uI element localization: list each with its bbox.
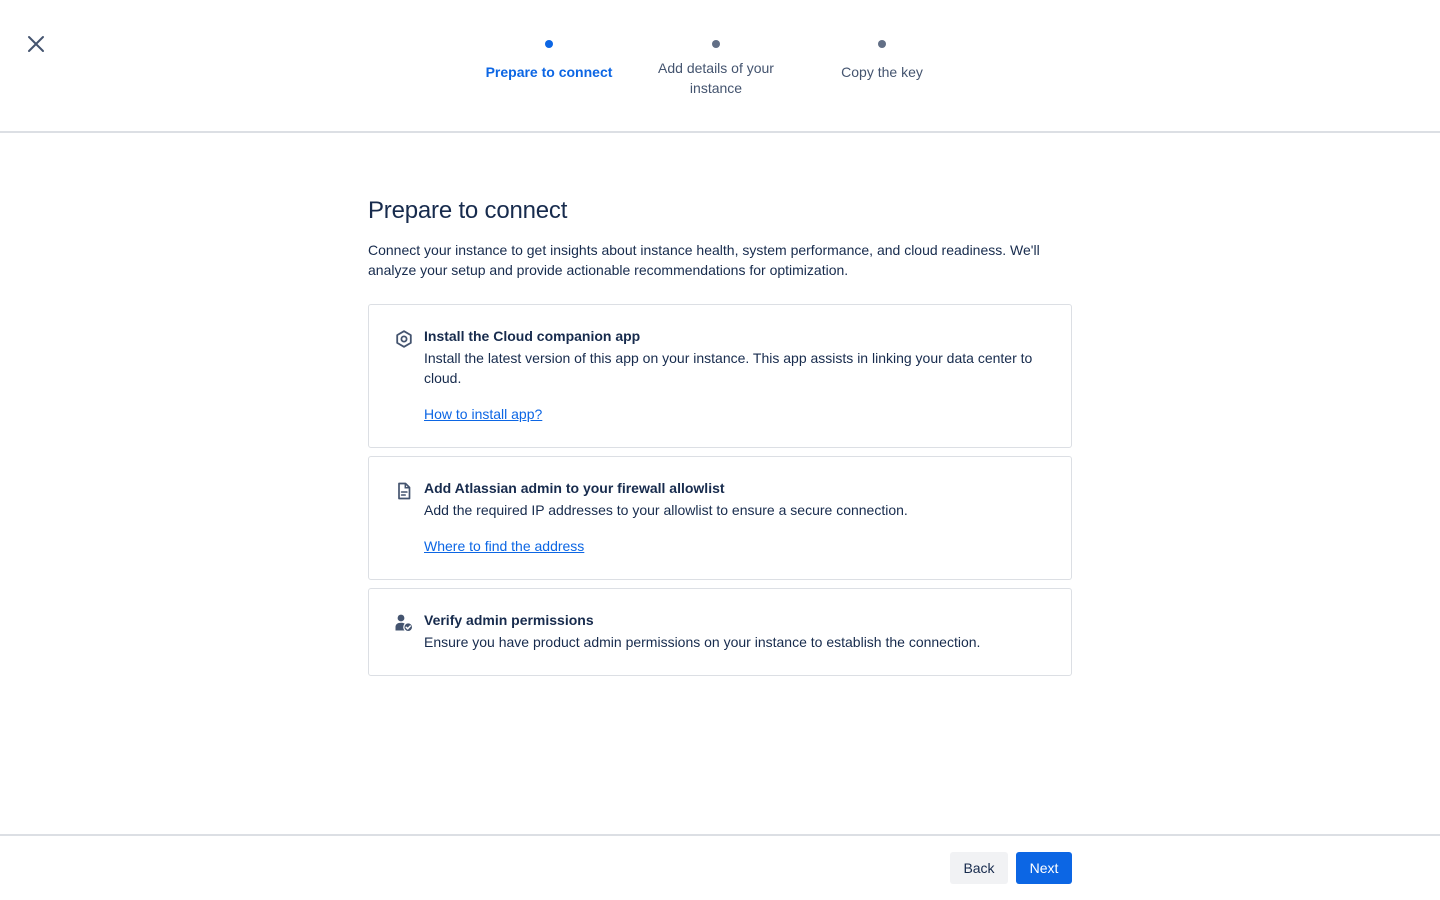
- step-indicator-dot: [878, 40, 886, 48]
- card-description: Add the required IP addresses to your allowlist to ensure a secure connection.: [424, 502, 908, 518]
- prerequisite-card-admin-permissions: [368, 588, 1072, 676]
- step-indicator-dot: [545, 40, 553, 48]
- next-button[interactable]: Next: [1016, 852, 1072, 884]
- find-address-link[interactable]: Where to find the address: [424, 538, 585, 554]
- step-copy-key: [802, 38, 962, 82]
- step-prepare-to-connect: [469, 38, 629, 82]
- card-description: Ensure you have product admin permissions on your instance to establish the connection.: [424, 634, 981, 650]
- document-icon: [394, 481, 414, 501]
- card-title: Verify admin permissions: [424, 612, 594, 628]
- card-description: Install the latest version of this app on your instance. This app assists in linking your data center to cloud.: [424, 350, 1033, 386]
- step-label: Add details of your instance: [658, 60, 774, 96]
- intro-text: Connect your instance to get insights about instance health, system performance, and cloud readiness. We'll analyze your setup and provide actionable recommendations for optimization.: [368, 242, 1040, 278]
- prerequisite-card-firewall-allowlist: [368, 456, 1072, 580]
- person-verified-icon: [394, 613, 414, 633]
- how-to-install-link[interactable]: How to install app?: [424, 406, 543, 422]
- wizard-header: [0, 0, 1440, 133]
- wizard-footer: [0, 834, 1440, 900]
- progress-stepper: [0, 0, 1440, 133]
- main-content: [368, 196, 1072, 684]
- prerequisite-card-install-app: [368, 304, 1072, 448]
- step-add-details: [636, 38, 796, 98]
- app-hexagon-icon: [394, 329, 414, 349]
- card-title: Add Atlassian admin to your firewall allowlist: [424, 480, 725, 496]
- back-button[interactable]: Back: [950, 852, 1008, 884]
- step-label: Copy the key: [841, 64, 923, 80]
- prerequisite-list: [368, 304, 1072, 676]
- step-label: Prepare to connect: [485, 64, 613, 80]
- step-indicator-dot: [712, 40, 720, 48]
- card-title: Install the Cloud companion app: [424, 328, 641, 344]
- page-title: Prepare to connect: [368, 197, 568, 224]
